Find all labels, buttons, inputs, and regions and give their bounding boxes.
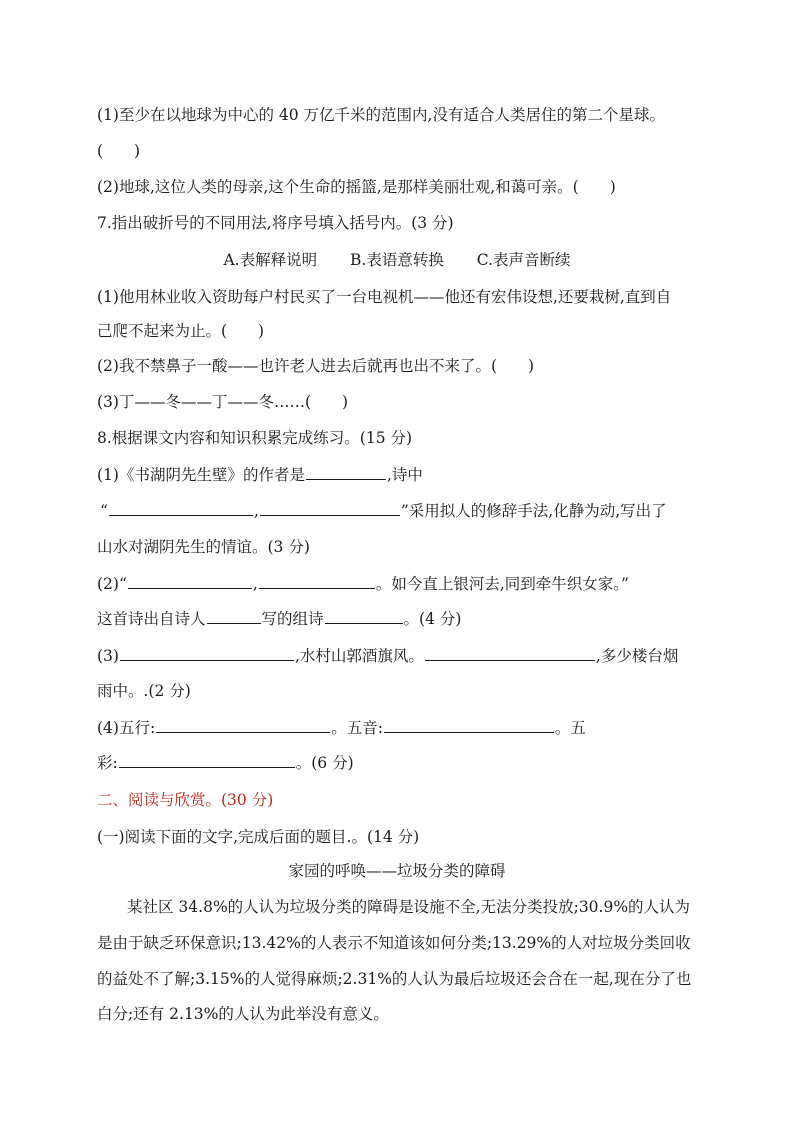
q7-option-b: B.表语意转换: [350, 251, 444, 269]
q7-option-a: A.表解释说明: [223, 251, 318, 269]
q8-item4-line2: [97, 752, 707, 774]
q8-item4-mid: 。五音:: [331, 719, 383, 737]
q8-item2-line2-suffix: 。(4 分): [403, 610, 462, 628]
q8-item4-line2-prefix: 彩:: [97, 754, 118, 772]
q8-item2-line2-mid: 写的组诗: [261, 610, 324, 628]
reading-1-instructions: (一)阅读下面的文字,完成后面的题目.。(14 分): [97, 828, 420, 846]
comma: ,: [253, 502, 259, 520]
q8-item2-line1: [97, 573, 707, 595]
q7-item3: (3)丁——冬——丁——冬……( ): [97, 393, 349, 411]
article-title: 家园的呼唤——垃圾分类的障碍: [288, 862, 506, 880]
q8-item3-prefix: (3): [97, 647, 119, 665]
answer-blank[interactable]: [128, 573, 252, 589]
q8-item1-prefix: (1)《书湖阴先生壁》的作者是: [97, 466, 305, 484]
open-quote: “: [100, 502, 108, 520]
q8-item3-line2: 雨中。.(2 分): [97, 682, 191, 700]
q8-item4-line2-suffix: 。(6 分): [295, 754, 354, 772]
answer-blank[interactable]: [259, 573, 375, 589]
q7-options: [0, 249, 794, 271]
q8-item4-prefix: (4)五行:: [97, 719, 156, 737]
q8-item3-line1: [97, 645, 707, 667]
answer-blank[interactable]: [207, 608, 261, 624]
q7-item1-line2: 己爬不起来为止。( ): [97, 322, 265, 340]
answer-blank[interactable]: [120, 645, 294, 661]
section-2-heading: 二、阅读与欣赏。(30 分): [97, 791, 274, 809]
answer-blank[interactable]: [260, 500, 400, 516]
question-8: 8.根据课文内容和知识积累完成练习。(15 分): [97, 429, 413, 447]
article-paragraph-line1: 某社区 34.8%的人认为垃圾分类的障碍是设施不全,无法分类投放;30.9%的人认为: [127, 898, 691, 916]
answer-blank[interactable]: [156, 717, 330, 733]
q8-item2-prefix: (2)“: [97, 575, 127, 593]
q7-option-c: C.表声音断续: [476, 251, 571, 269]
q8-item1-suffix: ,诗中: [386, 466, 423, 484]
answer-blank[interactable]: [109, 500, 253, 516]
q6-item1-answer: ( ): [97, 142, 141, 160]
q8-item4-suffix: 。五: [554, 719, 586, 737]
answer-blank[interactable]: [119, 752, 295, 768]
q8-item2-suffix: 。如今直上银河去,同到牵牛织女家。”: [375, 575, 629, 593]
q8-item1-line2: [100, 500, 710, 522]
q8-item3-suffix: ,多少楼台烟: [595, 647, 679, 665]
q8-item2-line2-prefix: 这首诗出自诗人: [97, 610, 206, 628]
answer-blank[interactable]: [325, 608, 403, 624]
q7-item1-line1: (1)他用林业收入资助每户村民买了一台电视机——他还有宏伟设想,还要栽树,直到自: [97, 288, 672, 306]
answer-blank[interactable]: [425, 645, 595, 661]
q7-item2: (2)我不禁鼻子一酸——也许老人进去后就再也出不来了。( ): [97, 357, 535, 375]
q8-item1-line1: [97, 464, 707, 486]
article-paragraph-line4: 白分;还有 2.13%的人认为此举没有意义。: [97, 1005, 389, 1023]
q8-item2-line2: [97, 608, 707, 630]
q6-item1-line1: (1)至少在以地球为中心的 40 万亿千米的范围内,没有适合人类居住的第二个星球。: [97, 106, 665, 124]
question-7: 7.指出破折号的不同用法,将序号填入括号内。(3 分): [97, 214, 454, 232]
article-paragraph-line2: 是由于缺乏环保意识;13.42%的人表示不知道该如何分类;13.29%的人对垃圾分类回收: [97, 934, 691, 952]
q8-item1-rest: ”采用拟人的修辞手法,化静为动,写出了: [400, 502, 667, 520]
q8-item3-mid: ,水村山郭酒旗风。: [294, 647, 424, 665]
comma: ,: [252, 575, 258, 593]
q8-item4-line1: [97, 717, 707, 739]
answer-blank[interactable]: [384, 717, 554, 733]
article-paragraph-line3: 的益处不了解;3.15%的人觉得麻烦;2.31%的人认为最后垃圾还会合在一起,现在分了也: [97, 970, 692, 988]
answer-blank[interactable]: [306, 464, 386, 480]
q6-item2: (2)地球,这位人类的母亲,这个生命的摇篮,是那样美丽壮观,和蔼可亲。( ): [97, 178, 616, 196]
q8-item1-line3: 山水对湖阴先生的情谊。(3 分): [97, 538, 310, 556]
